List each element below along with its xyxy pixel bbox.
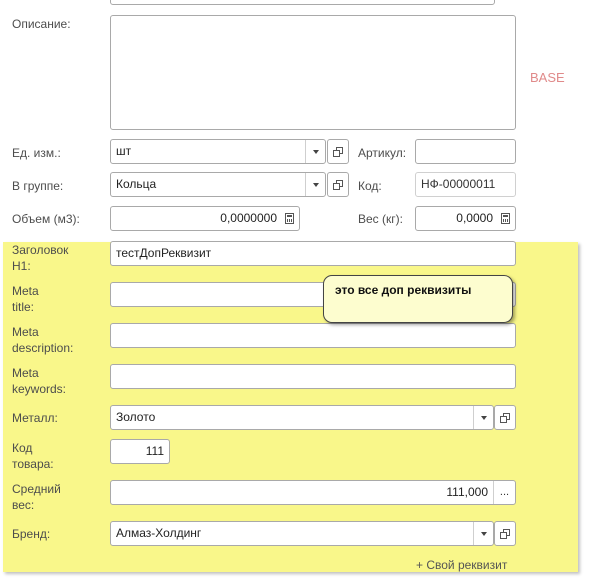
unit-open-button[interactable]: [327, 139, 349, 164]
h1-input[interactable]: [110, 241, 516, 266]
article-label: Артикул:: [358, 146, 407, 160]
volume-value: 0,0000000: [220, 211, 277, 225]
brand-select[interactable]: [110, 521, 494, 546]
top-field-partial[interactable]: [110, 0, 495, 5]
meta-title-label: [12, 283, 39, 315]
unit-value: шт: [116, 144, 132, 158]
avg-weight-value: 111,000: [446, 485, 488, 499]
volume-calculator-button[interactable]: [279, 207, 299, 230]
product-code-label-line1: Код: [12, 441, 33, 455]
h1-label-line2: H1:: [12, 259, 31, 273]
avg-weight-label-line1: Средний: [12, 482, 61, 496]
chevron-down-icon: [481, 416, 487, 420]
metal-dropdown-button[interactable]: [473, 406, 493, 429]
annotation-text: это все доп реквизиты: [335, 283, 472, 297]
code-field[interactable]: [415, 172, 516, 197]
metal-label: Металл:: [12, 411, 58, 425]
code-value: НФ-00000011: [421, 177, 496, 191]
group-label: В группе:: [12, 179, 64, 193]
unit-select[interactable]: [110, 139, 326, 164]
meta-title-label-line2: title:: [12, 300, 35, 314]
avg-weight-label: [12, 481, 61, 513]
metal-value: Золото: [116, 410, 156, 424]
unit-label: Ед. изм.:: [12, 146, 61, 160]
avg-weight-label-line2: вес:: [12, 498, 35, 512]
metal-select[interactable]: [110, 405, 494, 430]
unit-dropdown-button[interactable]: [305, 140, 325, 163]
brand-open-button[interactable]: [494, 521, 516, 546]
open-window-icon: [333, 180, 343, 190]
meta-description-label: [12, 324, 73, 356]
avg-weight-input[interactable]: [110, 480, 516, 505]
brand-label: Бренд:: [12, 527, 51, 541]
h1-label-line1: Заголовок: [12, 243, 69, 257]
weight-input[interactable]: [415, 206, 516, 231]
product-code-value: 111: [145, 444, 164, 458]
weight-value: 0,0000: [456, 211, 493, 225]
product-code-input[interactable]: [110, 439, 170, 464]
volume-label: Объем (м3):: [12, 212, 80, 226]
add-custom-attribute-link[interactable]: + Свой реквизит: [416, 558, 508, 572]
meta-description-input[interactable]: [110, 323, 516, 348]
meta-keywords-input[interactable]: [110, 364, 516, 389]
open-window-icon: [500, 529, 510, 539]
metal-open-button[interactable]: [494, 405, 516, 430]
article-input[interactable]: [415, 139, 516, 164]
base-badge: BASE: [530, 70, 565, 85]
meta-description-label-line1: Meta: [12, 325, 39, 339]
code-label: Код:: [358, 179, 382, 193]
annotation-callout: [323, 275, 513, 323]
volume-input[interactable]: [110, 206, 300, 231]
product-code-label-line2: товара:: [12, 457, 54, 471]
brand-dropdown-button[interactable]: [473, 522, 493, 545]
weight-calculator-button[interactable]: [495, 207, 515, 230]
description-label: Описание:: [12, 17, 71, 31]
calculator-icon: [285, 213, 294, 224]
meta-keywords-label-line1: Meta: [12, 366, 39, 380]
meta-keywords-label-line2: keywords:: [12, 382, 67, 396]
meta-title-label-line1: Meta: [12, 284, 39, 298]
meta-description-label-line2: description:: [12, 341, 74, 355]
chevron-down-icon: [481, 532, 487, 536]
h1-value: тестДопРеквизит: [116, 246, 212, 260]
brand-value: Алмаз-Холдинг: [116, 526, 202, 540]
product-code-label: [12, 440, 54, 472]
group-select[interactable]: [110, 172, 326, 197]
chevron-down-icon: [313, 150, 319, 154]
open-window-icon: [333, 147, 343, 157]
meta-keywords-label: [12, 365, 66, 397]
group-value: Кольца: [116, 177, 157, 191]
description-textarea[interactable]: [110, 15, 516, 130]
open-window-icon: [500, 413, 510, 423]
chevron-down-icon: [313, 183, 319, 187]
group-open-button[interactable]: [327, 172, 349, 197]
avg-weight-select-button[interactable]: ...: [493, 481, 515, 504]
group-dropdown-button[interactable]: [305, 173, 325, 196]
h1-label: [12, 242, 68, 274]
calculator-icon: [501, 213, 510, 224]
weight-label: Вес (кг):: [358, 212, 403, 226]
